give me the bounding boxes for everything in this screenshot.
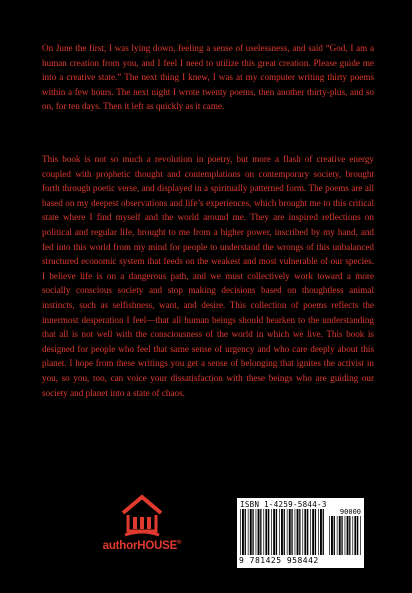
house-book-icon [119,493,165,539]
price-code: 90000 [339,508,361,516]
ean-barcode-bars [240,509,326,555]
isbn-label: ISBN 1-4259-5844-3 [240,500,327,509]
publisher-logo [97,493,187,563]
publisher-name: authorHOUSE® [102,540,182,552]
addon-barcode-bars [329,516,361,555]
ean-digits: 9 781425 958442 [239,556,319,565]
description-paragraph: This book is not so much a revolution in poetry, but more a flash of creative energy coupled with prophetic thought and contemplations on contemporary society, brought forth through poetic verse, and displayed in a spiritually patterned form. The poems are all based on my deepest observations and life’s experiences, which brought me to this critical state where I find myself and the world around me. They are inspired reflections on political and regular life, brought to me from a higher power, inscribed by my hand, and fed into this world from my mind for people to understand the wrongs of this unbalanced structured economic system that feeds on the weakest and most vulnerable of our species. I believe life is on a dangerous path, and we must collectively work toward a more socially conscious society and stop making decisions based on thoughtless animal instincts, such as selfishness, want, and desire. This collection of poems reflects the innermost desperation I feel—that all human beings should hearken to the understanding that all is not well with the consciousness of the world in which we live. This book is designed for people who feel that same sense of urgency and who care deeply about this planet. I hope from these writings you get a sense of belonging that ignites the activist in you, so you, too, can voice your dissatisfaction with these beings who are guiding our society and planet into a state of chaos. [42,154,374,398]
intro-paragraph: On June the first, I was lying down, feeling a sense of uselessness, and said “God, I am a human creation from you, and I feel I need to utilize this great creation. Please guide me into a creative state.” The next thing I knew, I was at my computer writing thirty poems within a few hours. The next night I wrote twenty poems, then another thirty-plus, and so on, for ten days. Then it left as quickly as it came. [42,43,374,112]
isbn-barcode [237,498,364,568]
